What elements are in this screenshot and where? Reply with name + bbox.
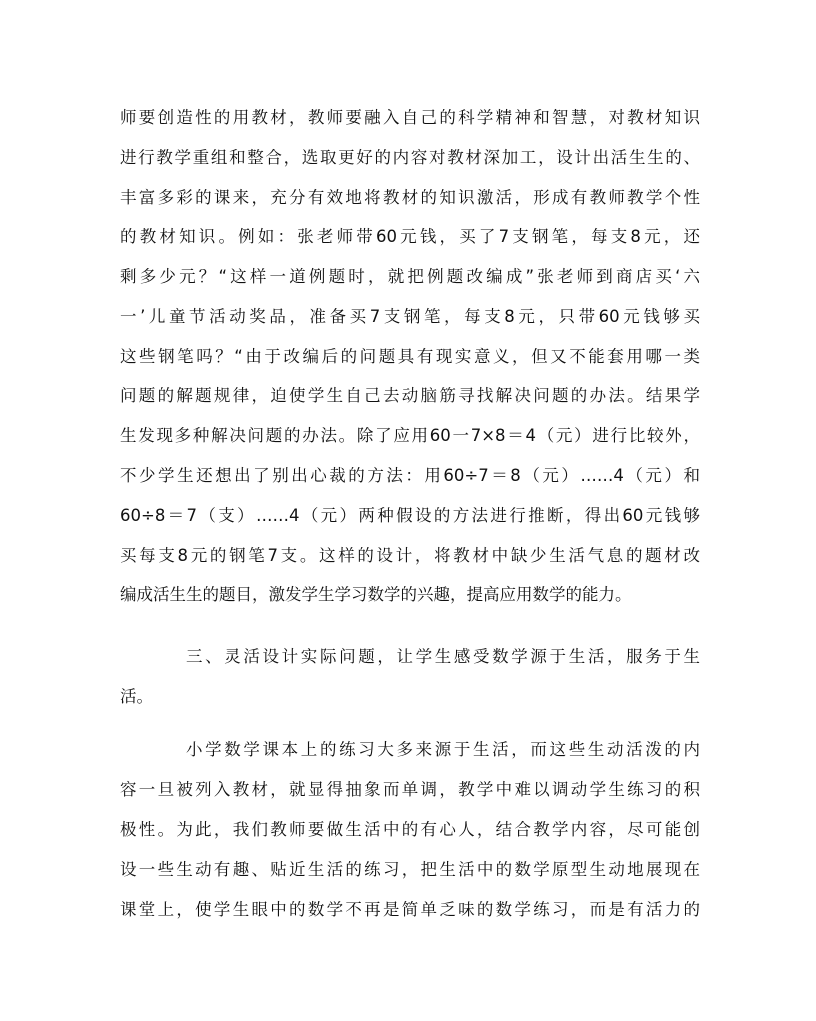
paragraph-1-line-1: 师要创造性的用教材，教师要融入自己的科学精神和智慧，对教材知识 xyxy=(120,108,700,127)
paragraph-1-line-5: 剩多少元？“这样一道例题时，就把例题改编成”张老师到商店买‘六 xyxy=(120,267,700,286)
paragraph-2-line-3: 极性。为此，我们教师要做生活中的有心人，结合教学内容，尽可能创 xyxy=(120,820,700,839)
paragraph-1-line-4: 的教材知识。例如：张老师带60元钱，买了7支钢笔，每支8元，还 xyxy=(120,227,700,246)
paragraph-1-line-12: 买每支8元的钢笔7支。这样的设计，将教材中缺少生活气息的题材改 xyxy=(120,546,700,565)
paragraph-2-line-1: 小学数学课本上的练习大多来源于生活，而这些生动活泼的内 xyxy=(186,740,700,759)
paragraph-2-line-5: 课堂上，使学生眼中的数学不再是简单乏味的数学练习，而是有活力的 xyxy=(120,900,700,919)
section-heading-line-2: 活。 xyxy=(120,687,153,706)
paragraph-1-line-10: 不少学生还想出了别出心裁的方法：用60÷7＝8（元）……4（元）和 xyxy=(120,466,700,485)
paragraph-1-line-9: 生发现多种解决问题的办法。除了应用60一7×8＝4（元）进行比较外， xyxy=(120,426,700,445)
paragraph-1-line-8: 问题的解题规律，迫使学生自己去动脑筋寻找解决问题的办法。结果学 xyxy=(120,386,700,405)
paragraph-1-line-13: 编成活生生的题目，激发学生学习数学的兴趣，提高应用数学的能力。 xyxy=(120,585,632,604)
section-heading-line-1: 三、灵活设计实际问题，让学生感受数学源于生活，服务于生 xyxy=(186,647,700,666)
paragraph-1-line-7: 这些钢笔吗？“由于改编后的问题具有现实意义，但又不能套用哪一类 xyxy=(120,347,700,366)
paragraph-1-line-11: 60÷8＝7（支）……4（元）两种假设的方法进行推断，得出60元钱够 xyxy=(120,506,700,525)
paragraph-2-line-2: 容一旦被列入教材，就显得抽象而单调，教学中难以调动学生练习的积 xyxy=(120,780,700,799)
paragraph-1-line-2: 进行教学重组和整合，选取更好的内容对教材深加工，设计出活生生的、 xyxy=(120,148,700,167)
paragraph-2-line-4: 设一些生动有趣、贴近生活的练习，把生活中的数学原型生动地展现在 xyxy=(120,860,700,879)
paragraph-1-line-3: 丰富多彩的课来，充分有效地将教材的知识激活，形成有教师教学个性 xyxy=(120,188,700,207)
paragraph-1-line-6: 一’儿童节活动奖品，准备买7支钢笔，每支8元，只带60元钱够买 xyxy=(120,307,700,326)
